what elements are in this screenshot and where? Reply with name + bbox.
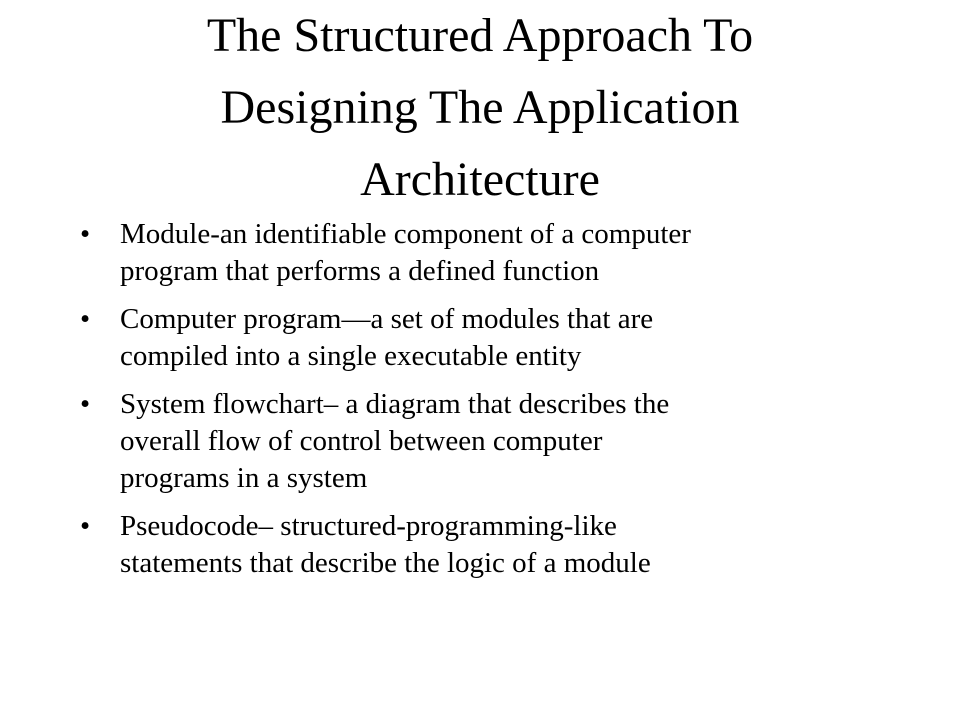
slide-title-line: Architecture (360, 153, 600, 206)
slide-title-line: Designing The Application (220, 81, 740, 134)
slide-title-line: The Structured Approach To (206, 9, 754, 62)
bullet-text-line: overall flow of control between computer (120, 425, 603, 457)
slide-title (80, 0, 880, 216)
bullet-text-line: program that performs a defined function (120, 255, 600, 287)
bullet-item-computer-program (80, 301, 880, 375)
bullet-text-line: Module-an identifiable component of a computer (120, 218, 691, 250)
bullet-text-line: statements that describe the logic of a module (120, 547, 651, 579)
bullet-list (80, 216, 880, 593)
bullet-text-line: programs in a system (120, 462, 368, 494)
bullet-icon: • (80, 303, 91, 335)
bullet-icon: • (80, 218, 91, 250)
bullet-item-module (80, 216, 880, 290)
bullet-icon: • (80, 388, 91, 420)
bullet-item-system-flowchart (80, 386, 880, 497)
bullet-text-line: compiled into a single executable entity (120, 340, 582, 372)
bullet-text-line: Computer program—a set of modules that are (120, 303, 654, 335)
bullet-item-pseudocode (80, 508, 880, 582)
bullet-text-line: System flowchart– a diagram that describes the (120, 388, 670, 420)
bullet-text-line: Pseudocode– structured-programming-like (120, 510, 617, 542)
bullet-icon: • (80, 510, 91, 542)
